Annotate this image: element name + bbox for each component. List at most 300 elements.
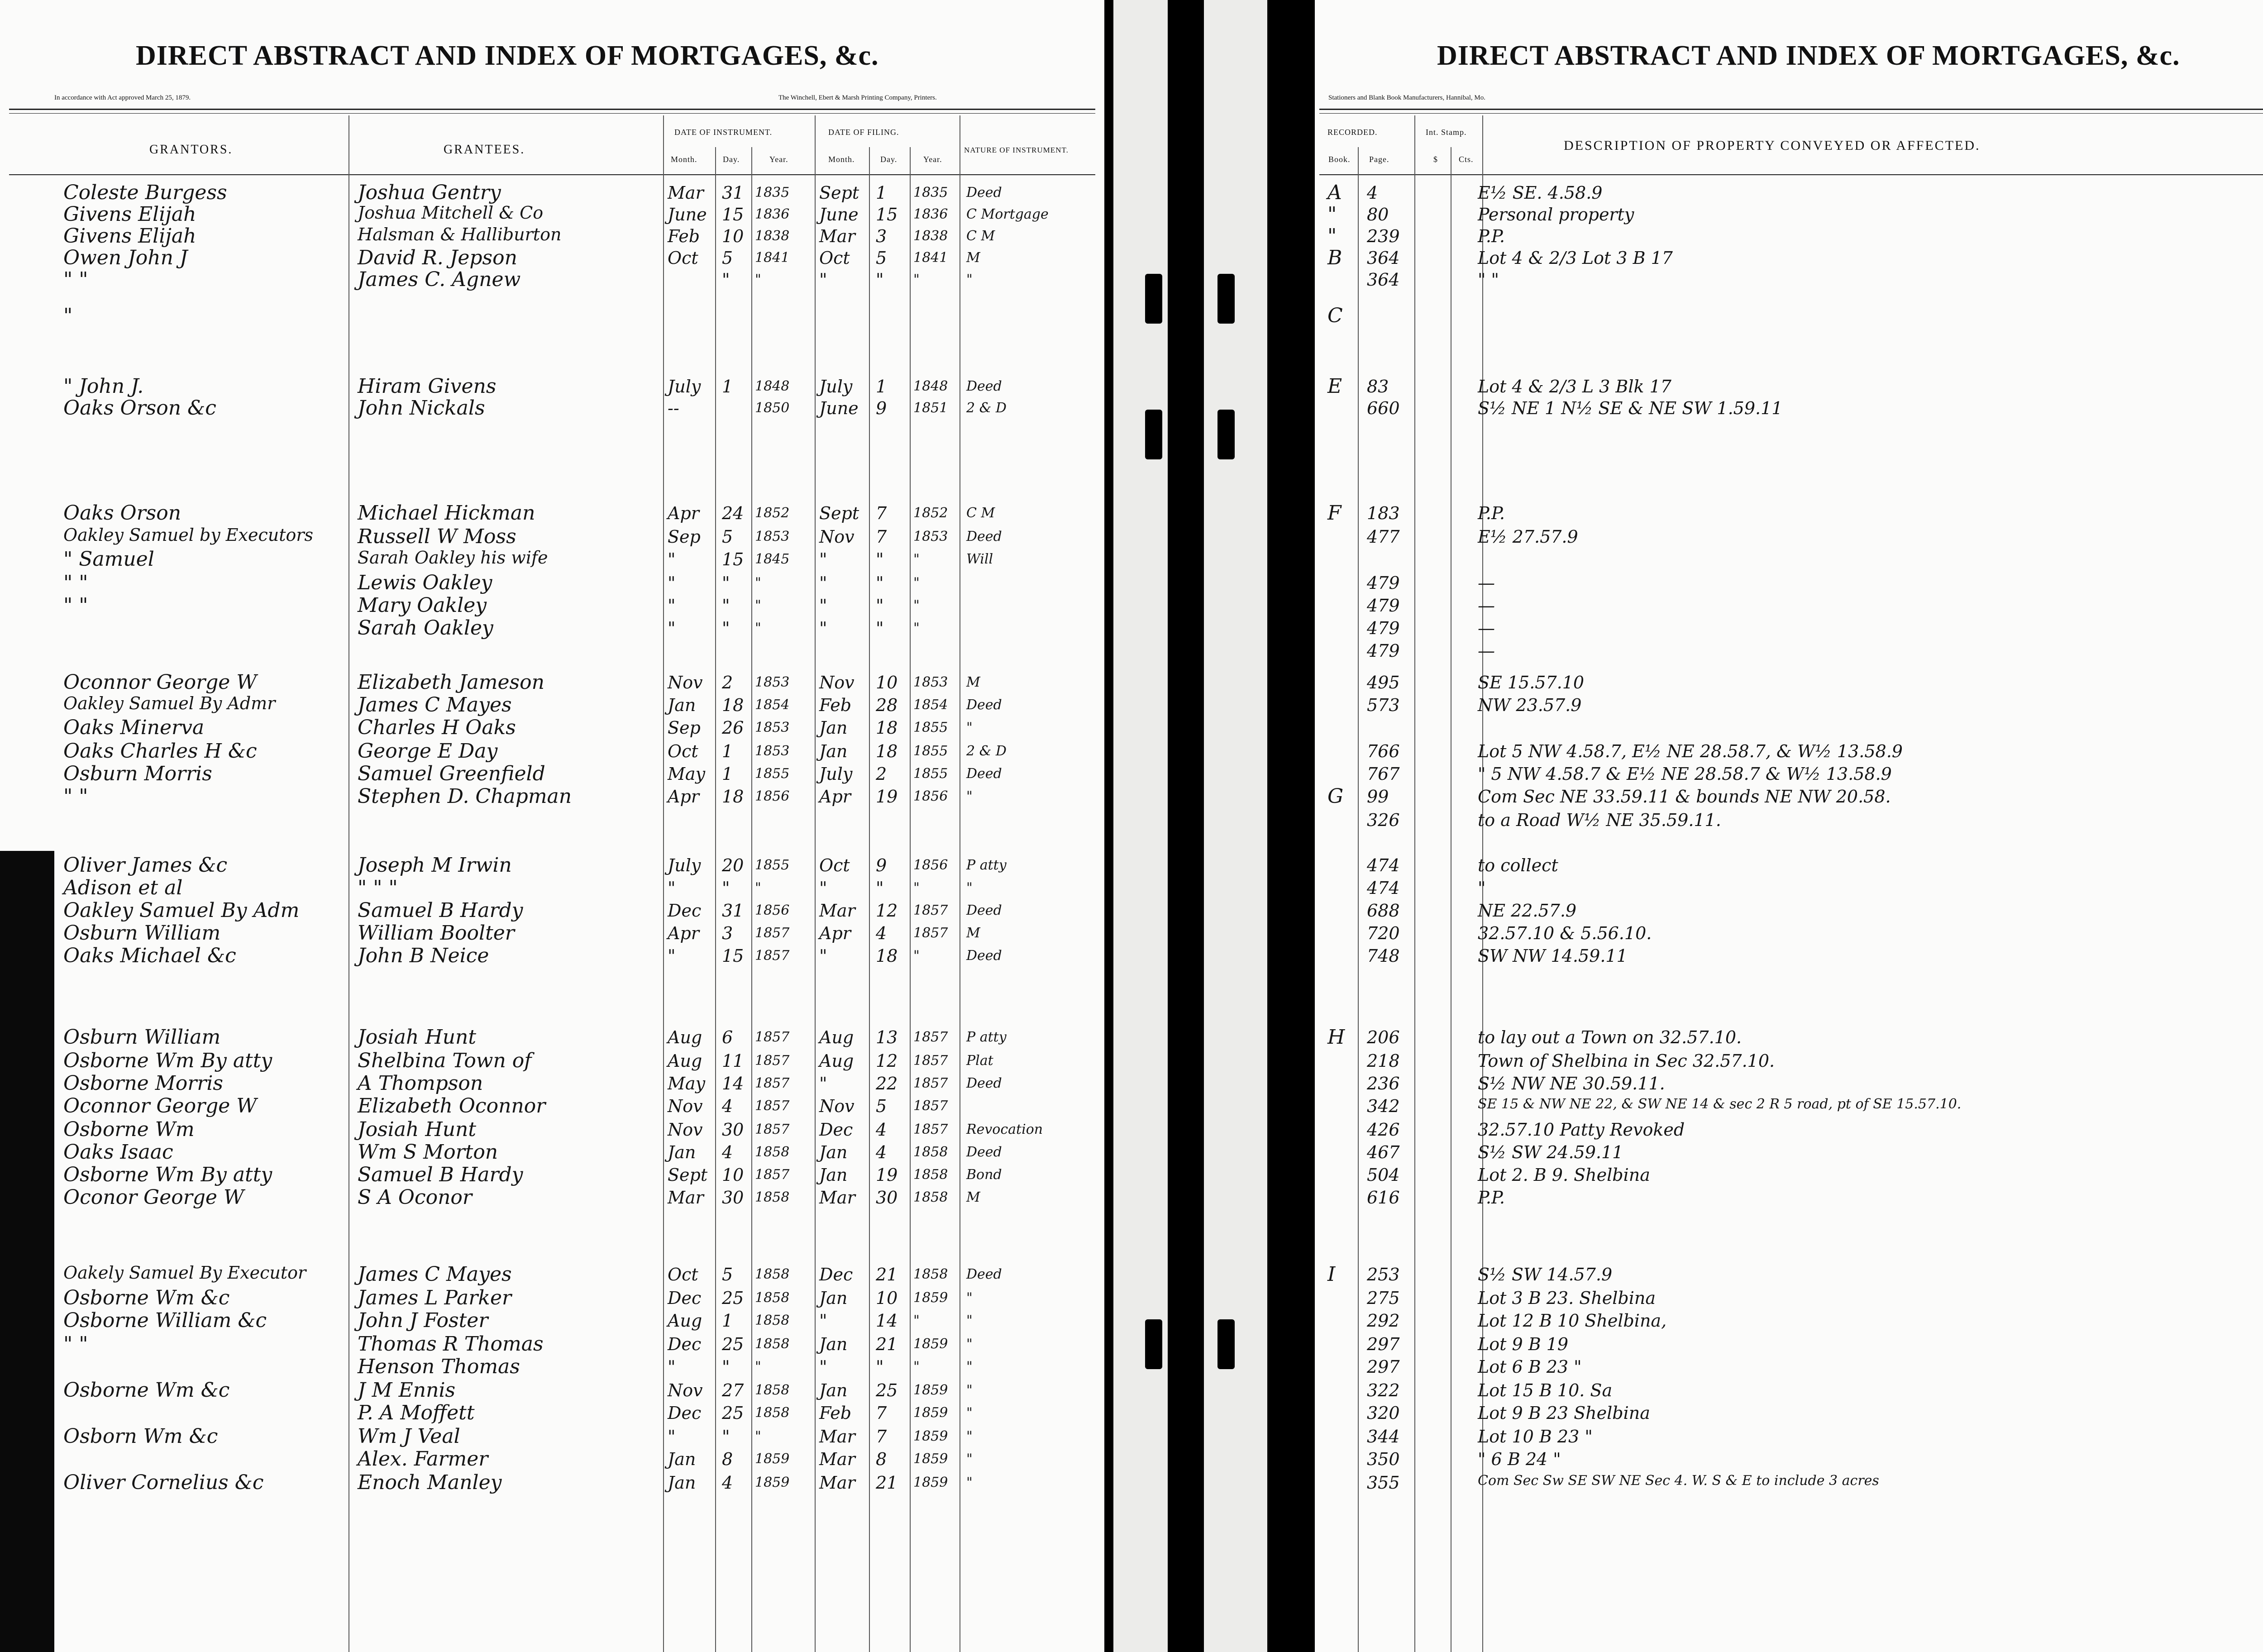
description-cell: S½ NW NE 30.59.11. [1478,1074,1665,1093]
nature-cell: " [966,720,973,735]
page-cell: 350 [1367,1449,1400,1469]
filing-year-cell: 1857 [913,902,948,918]
nature-cell: 2 & D [966,743,1007,759]
cents-header: Cts. [1459,155,1474,164]
description-cell: Lot 9 B 23 Shelbina [1478,1403,1650,1423]
instrument-day-cell: 15 [722,946,744,966]
instrument-month-cell: Feb [668,226,700,246]
page-cell: 239 [1367,226,1400,246]
grantor-cell: Oliver Cornelius &c [63,1471,264,1494]
instrument-month-cell: July [668,377,701,396]
page-cell: 4 [1367,183,1378,203]
page-cell: 504 [1367,1165,1400,1185]
instrument-month-cell: Apr [668,503,699,523]
filing-year-cell: 1859 [913,1475,948,1490]
page-cell: 720 [1367,923,1400,943]
description-cell: Lot 5 NW 4.58.7, E½ NE 28.58.7, & W½ 13.58.9 [1478,741,1903,761]
filing-day-cell: 4 [876,923,887,943]
instrument-day-cell: 25 [722,1334,744,1354]
instrument-day-cell: 5 [722,527,733,547]
grantee-cell: Shelbina Town of [358,1049,532,1072]
description-cell: — [1478,573,1495,593]
page-cell: 322 [1367,1380,1400,1400]
filing-month-cell: Aug [819,1027,854,1047]
nature-cell: Revocation [966,1122,1043,1137]
gutter-edge-left [1113,0,1168,1652]
nature-cell: C Mortgage [966,206,1049,222]
filing-day-cell: 28 [876,695,898,715]
instrument-year-cell: 1852 [755,505,790,521]
instrument-day-cell: 1 [722,1311,733,1331]
filing-month-cell: July [819,764,853,784]
col-divider [869,147,870,1652]
filing-day-cell: 21 [876,1334,898,1354]
description-cell: SE 15.57.10 [1478,673,1585,692]
grantee-cell: Sarah Oakley his wife [358,548,548,568]
filing-day-cell: " [876,878,884,898]
grantor-cell: Osborne Wm &c [63,1286,230,1309]
instrument-year-cell: 1850 [755,400,790,416]
filing-month-cell: Dec [819,1265,853,1284]
filing-year-cell: 1856 [913,788,948,804]
grantee-cell: John Nickals [358,396,485,420]
description-cell: to collect [1478,855,1558,875]
grantee-cell: Alex. Farmer [358,1447,488,1471]
day-header: Day. [880,155,898,164]
nature-cell: Bond [966,1167,1002,1183]
page-cell: 342 [1367,1096,1400,1116]
filing-month-cell: " [819,1074,827,1093]
description-cell: 32.57.10 & 5.56.10. [1478,923,1652,943]
grantee-cell: Samuel Greenfield [358,762,545,785]
grantor-cell: Osburn Morris [63,762,212,785]
book-cell: " [1327,224,1337,248]
description-cell: P.P. [1478,1188,1505,1208]
filing-year-cell: " [913,597,920,613]
instrument-year-cell: " [755,575,761,591]
filing-day-cell: 19 [876,1165,898,1185]
nature-cell: " [966,272,973,287]
instrument-month-cell: Jan [668,1473,696,1493]
instrument-day-cell: 18 [722,787,744,807]
filing-day-cell: 7 [876,1403,887,1423]
instrument-year-cell: 1859 [755,1451,790,1467]
grantee-cell: P. A Moffett [358,1401,475,1424]
filing-day-cell: 10 [876,673,898,692]
dollars-header: $ [1433,155,1438,164]
description-cell: " [1478,878,1486,898]
instrument-month-cell: Dec [668,1288,702,1308]
instrument-day-cell: " [722,618,730,638]
left-act-note: In accordance with Act approved March 25, 1879. [54,94,191,101]
grantee-cell: Samuel B Hardy [358,899,523,922]
instrument-day-cell: 30 [722,1120,744,1140]
filing-day-cell: 4 [876,1120,887,1140]
filing-day-cell: " [876,573,884,593]
instrument-month-cell: Jan [668,1142,696,1162]
instrument-day-cell: 25 [722,1403,744,1423]
filing-year-cell: " [913,575,920,591]
filing-month-cell: Apr [819,787,851,807]
instrument-year-cell: 1853 [755,529,790,544]
grantee-cell: Enoch Manley [358,1471,502,1494]
nature-header: NATURE OF INSTRUMENT. [964,146,1069,154]
instrument-day-cell: 1 [722,764,733,784]
instrument-year-cell: 1857 [755,1098,790,1114]
filing-day-cell: 9 [876,855,887,875]
instrument-month-cell: Sep [668,718,701,738]
grantor-cell: Coleste Burgess [63,181,227,204]
instrument-month-cell: Sep [668,527,701,547]
instrument-year-cell: 1858 [755,1313,790,1328]
description-cell: " 6 B 24 " [1478,1449,1561,1469]
filing-day-cell: 12 [876,1051,898,1071]
grantor-cell: Givens Elijah [63,224,196,248]
page-cell: 616 [1367,1188,1400,1208]
filing-day-cell: " [876,270,884,290]
filing-year-cell: " [913,880,920,896]
page-cell: 364 [1367,270,1400,290]
binder-hole [1145,274,1162,324]
filing-month-cell: Mar [819,226,855,246]
instrument-year-cell: 1858 [755,1405,790,1421]
binder-hole [1145,410,1162,459]
right-stationer-note: Stationers and Blank Book Manufacturers, Hannibal, Mo. [1328,94,1486,101]
instrument-day-cell: " [722,270,730,290]
filing-year-cell: 1855 [913,720,948,735]
page-cell: 253 [1367,1265,1400,1284]
filing-year-cell: 1855 [913,766,948,782]
page-cell: 479 [1367,573,1400,593]
filing-year-cell: 1857 [913,1122,948,1137]
grantee-cell: Wm J Veal [358,1425,460,1448]
grantor-cell: " [63,304,73,327]
book-cell: E [1327,375,1342,398]
nature-cell: " [966,1451,973,1467]
description-header: DESCRIPTION OF PROPERTY CONVEYED OR AFFECTED. [1564,138,1981,153]
grantee-cell: Lewis Oakley [358,571,492,594]
instrument-year-cell: " [755,1428,761,1444]
book-cell: A [1327,181,1342,204]
filing-day-cell: 21 [876,1265,898,1284]
nature-cell: " [966,1313,973,1328]
book-cell: G [1327,785,1344,808]
description-cell: to a Road W½ NE 35.59.11. [1478,810,1721,830]
filing-year-cell: " [913,620,920,636]
instrument-day-cell: " [722,573,730,593]
grantee-cell: S A Oconor [358,1186,472,1209]
nature-cell: Will [966,551,993,567]
instrument-month-cell: Nov [668,1120,703,1140]
instrument-month-cell: " [668,1357,676,1377]
grantee-cell: James C Mayes [358,1263,512,1286]
instrument-day-cell: " [722,1357,730,1377]
instrument-month-cell: " [668,878,676,898]
page-cell: 275 [1367,1288,1400,1308]
filing-year-cell: " [913,551,920,567]
filing-year-cell: 1858 [913,1144,948,1160]
page-cell: 477 [1367,527,1400,547]
instrument-month-cell: July [668,855,701,875]
filing-day-cell: 1 [876,183,887,203]
nature-cell: " [966,1359,973,1375]
right-page-title: DIRECT ABSTRACT AND INDEX OF MORTGAGES, &c. [1437,40,2180,71]
instrument-day-cell: 10 [722,1165,744,1185]
grantor-cell: " " [63,1332,88,1356]
instrument-day-cell: 2 [722,673,733,692]
filing-month-cell: Sept [819,503,859,523]
instrument-day-cell: 10 [722,226,744,246]
filing-year-cell: " [913,272,920,287]
instrument-day-cell: 24 [722,503,744,523]
page-cell: 479 [1367,596,1400,616]
grantee-cell: George E Day [358,740,498,763]
instrument-month-cell: May [668,1074,706,1093]
filing-month-cell: Sept [819,183,859,203]
description-cell: S½ SW 24.59.11 [1478,1142,1623,1162]
grantors-header: GRANTORS. [149,143,233,157]
instrument-year-cell: 1858 [755,1290,790,1306]
page-cell: 297 [1367,1334,1400,1354]
instrument-month-cell: Nov [668,1096,703,1116]
instrument-year-cell: 1857 [755,948,790,964]
nature-cell: P atty [966,857,1007,873]
page-cell: 206 [1367,1027,1400,1047]
grantee-cell: Joshua Gentry [358,181,501,204]
page-cell: 355 [1367,1473,1400,1493]
description-cell: " 5 NW 4.58.7 & E½ NE 28.58.7 & W½ 13.58.9 [1478,764,1892,784]
instrument-day-cell: 11 [722,1051,744,1071]
grantor-cell: Oaks Isaac [63,1141,173,1164]
grantee-cell: Elizabeth Jameson [358,671,544,694]
grantee-cell: Josiah Hunt [358,1026,477,1049]
grantor-cell: " " [63,571,88,594]
page-cell: 292 [1367,1311,1400,1331]
col-divider [715,147,716,1652]
book-cell: " [1327,203,1337,226]
filing-month-cell: July [819,377,853,396]
filing-month-cell: Nov [819,673,855,692]
filing-day-cell: 8 [876,1449,887,1469]
page-cell: 218 [1367,1051,1400,1071]
instrument-year-cell: 1858 [755,1189,790,1205]
filing-year-cell: 1859 [913,1290,948,1306]
filing-year-cell: 1835 [913,185,948,201]
filing-year-cell: 1851 [913,400,948,416]
page-cell: 183 [1367,503,1400,523]
instrument-month-cell: Apr [668,787,699,807]
filing-day-cell: 25 [876,1380,898,1400]
grantor-cell: Owen John J [63,246,188,269]
filing-month-cell: Oct [819,855,850,875]
filing-year-cell: 1848 [913,378,948,394]
instrument-month-cell: Dec [668,1334,702,1354]
instrument-day-cell: 6 [722,1027,733,1047]
instrument-month-cell: Oct [668,741,698,761]
instrument-year-cell: 1857 [755,1122,790,1137]
nature-cell: P atty [966,1029,1007,1045]
page-cell: 748 [1367,946,1400,966]
description-cell: E½ 27.57.9 [1478,527,1578,547]
filing-month-cell: Jan [819,1380,848,1400]
column-header-rule [9,174,1095,175]
header-rule-thin [1319,113,2263,114]
nature-cell: " [966,1405,973,1421]
nature-cell: Deed [966,902,1002,918]
grantee-cell: J M Ennis [358,1379,456,1402]
filing-month-cell: " [819,618,827,638]
filing-month-cell: Nov [819,527,855,547]
filing-day-cell: " [876,618,884,638]
filing-day-cell: 18 [876,946,898,966]
filing-year-cell: 1859 [913,1405,948,1421]
page-cell: 426 [1367,1120,1400,1140]
instrument-year-cell: 1853 [755,720,790,735]
grantee-cell: Samuel B Hardy [358,1163,523,1186]
nature-cell: Deed [966,378,1002,394]
grantee-cell: Thomas R Thomas [358,1332,544,1356]
instrument-month-cell: Mar [668,183,704,203]
filing-year-cell: 1853 [913,674,948,690]
filing-month-cell: Mar [819,1449,855,1469]
filing-month-cell: " [819,270,827,290]
instrument-month-cell: Oct [668,1265,698,1284]
instrument-year-cell: " [755,1359,761,1375]
nature-cell: " [966,880,973,896]
description-cell: Lot 10 B 23 " [1478,1427,1593,1447]
filing-day-cell: 9 [876,398,887,418]
filing-day-cell: 1 [876,377,887,396]
filing-day-cell: 21 [876,1473,898,1493]
instrument-year-cell: " [755,620,761,636]
page-cell: 573 [1367,695,1400,715]
instrument-day-cell: 26 [722,718,744,738]
description-cell: Lot 4 & 2/3 L 3 Blk 17 [1478,377,1671,396]
book-cell: H [1327,1026,1345,1049]
description-cell: Lot 15 B 10. Sa [1478,1380,1613,1400]
grantee-cell: David R. Jepson [358,246,517,269]
filing-month-cell: Jan [819,1142,848,1162]
binder-hole [1217,410,1235,459]
binder-hole [1145,1319,1162,1369]
filing-day-cell: " [876,596,884,616]
instrument-year-cell: 1858 [755,1336,790,1352]
grantor-cell: Osborn Wm &c [63,1425,218,1448]
grantor-cell: " " [63,594,88,617]
grantee-cell: Joseph M Irwin [358,854,512,877]
filing-day-cell: 12 [876,901,898,921]
instrument-month-cell: Oct [668,248,698,268]
instrument-day-cell: " [722,596,730,616]
grantee-cell: James C Mayes [358,693,512,716]
grantee-cell: John B Neice [358,944,489,967]
filing-year-cell: 1852 [913,505,948,521]
filing-year-cell: 1859 [913,1382,948,1398]
instrument-year-cell: 1853 [755,743,790,759]
filing-month-cell: Oct [819,248,850,268]
grantees-header: GRANTEES. [444,143,525,157]
instrument-year-cell: 1858 [755,1144,790,1160]
filing-day-cell: 7 [876,503,887,523]
filing-month-cell: Feb [819,695,852,715]
grantor-cell: Oakely Samuel By Executor [63,1263,306,1283]
grantee-cell: John J Foster [358,1309,488,1332]
filing-month-cell: " [819,1311,827,1331]
grantor-cell: Osborne William &c [63,1309,267,1332]
description-cell: SE 15 & NW NE 22, & SW NE 14 & sec 2 R 5 road, pt of SE 15.57.10. [1478,1096,1962,1112]
grantor-cell: Oaks Michael &c [63,944,236,967]
filing-day-cell: 13 [876,1027,898,1047]
instrument-day-cell: 31 [722,901,744,921]
instrument-month-cell: May [668,764,706,784]
grantor-cell: Osborne Wm [63,1118,195,1141]
filing-year-cell: 1859 [913,1336,948,1352]
filing-year-cell: " [913,1359,920,1375]
instrument-month-cell: -- [668,398,679,418]
nature-cell: C M [966,505,995,521]
header-rule-thin [9,113,1095,114]
col-divider [910,147,911,1652]
instrument-year-cell: 1859 [755,1475,790,1490]
page-cell: 344 [1367,1427,1400,1447]
instrument-day-cell: 25 [722,1288,744,1308]
instrument-day-cell: " [722,1427,730,1447]
instrument-month-cell: Nov [668,1380,703,1400]
grantor-cell: Oakley Samuel by Executors [63,525,314,545]
grantee-cell: Henson Thomas [358,1355,520,1378]
filing-month-cell: Apr [819,923,851,943]
description-cell: Com Sec NE 33.59.11 & bounds NE NW 20.58. [1478,787,1891,807]
filing-day-cell: 30 [876,1188,898,1208]
int-stamp-header: Int. Stamp. [1426,128,1467,137]
grantor-cell: Oakley Samuel By Adm [63,899,300,922]
filing-month-cell: " [819,946,827,966]
nature-cell: " [966,1336,973,1352]
filing-month-cell: Mar [819,1473,855,1493]
description-cell: to lay out a Town on 32.57.10. [1478,1027,1742,1047]
filing-month-cell: Jan [819,1165,848,1185]
description-cell: NW 23.57.9 [1478,695,1582,715]
grantee-cell: Russell W Moss [358,525,516,548]
left-printer-note: The Winchell, Ebert & Marsh Printing Company, Printers. [778,94,937,101]
filing-day-cell: 7 [876,527,887,547]
col-divider [815,115,816,1652]
instrument-year-cell: 1856 [755,902,790,918]
page-cell: 326 [1367,810,1400,830]
filing-month-cell: Jan [819,718,848,738]
instrument-month-cell: Aug [668,1027,702,1047]
page-header: Page. [1369,155,1389,164]
instrument-year-cell: 1857 [755,1167,790,1183]
page-cell: 83 [1367,377,1389,396]
filing-month-cell: " [819,878,827,898]
filing-month-cell: Jan [819,1334,848,1354]
description-cell: " " [1478,270,1499,290]
instrument-year-cell: " [755,597,761,613]
grantee-cell: Charles H Oaks [358,716,516,739]
grantee-cell: James L Parker [358,1286,512,1309]
filing-day-cell: 18 [876,741,898,761]
page-cell: 236 [1367,1074,1400,1093]
description-cell: Lot 12 B 10 Shelbina, [1478,1311,1667,1331]
filing-year-cell: 1857 [913,925,948,941]
nature-cell: " [966,788,973,804]
binding-shadow [0,851,54,1652]
filing-year-cell: 1856 [913,857,948,873]
filing-month-cell: " [819,549,827,569]
instrument-month-cell: Aug [668,1051,702,1071]
filing-year-cell: 1836 [913,206,948,222]
